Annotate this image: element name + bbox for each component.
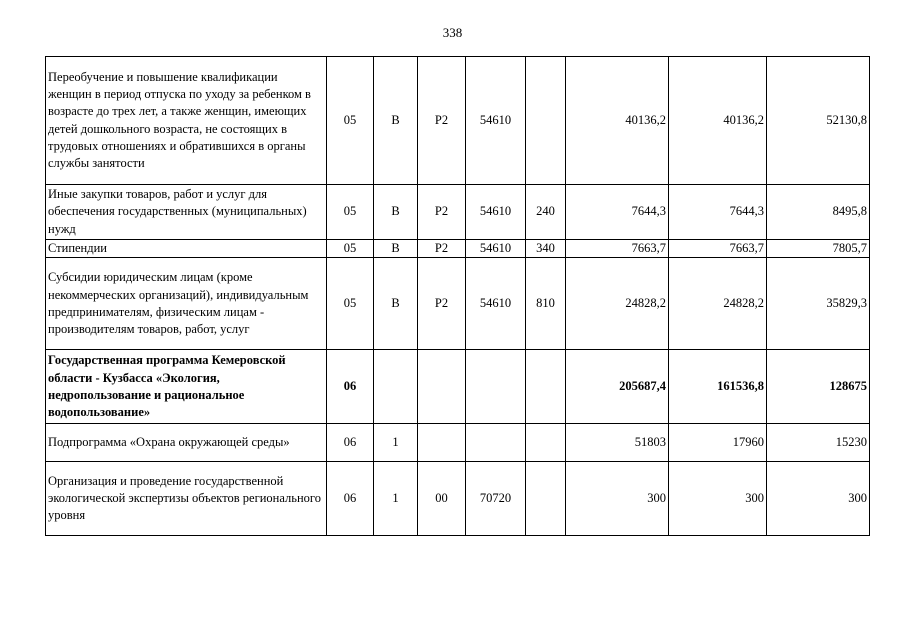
amount-3: 35829,3: [767, 258, 870, 350]
table-row: [46, 462, 870, 536]
subprogram-code: 00: [418, 462, 466, 536]
amount-2: 300: [669, 462, 767, 536]
table-row: [46, 240, 870, 258]
program-code: [374, 350, 418, 424]
amount-2: 40136,2: [669, 57, 767, 185]
section-code: 06: [327, 424, 374, 462]
direction-code: 54610: [466, 57, 526, 185]
section-code: 05: [327, 258, 374, 350]
amount-3: 8495,8: [767, 185, 870, 240]
direction-code: 54610: [466, 185, 526, 240]
program-code: 1: [374, 462, 418, 536]
amount-3: 15230: [767, 424, 870, 462]
direction-code: 54610: [466, 258, 526, 350]
section-code: 06: [327, 462, 374, 536]
table-row: [46, 424, 870, 462]
expense-type-code: 810: [526, 258, 566, 350]
row-name: Иные закупки товаров, работ и услуг для обеспечения государственных (муниципальных) нужд: [46, 185, 327, 240]
program-code: В: [374, 240, 418, 258]
amount-2: 7644,3: [669, 185, 767, 240]
amount-2: 17960: [669, 424, 767, 462]
amount-3: 300: [767, 462, 870, 536]
program-code: В: [374, 185, 418, 240]
amount-3: 52130,8: [767, 57, 870, 185]
amount-2: 161536,8: [669, 350, 767, 424]
amount-2: 7663,7: [669, 240, 767, 258]
page-number: 338: [442, 25, 463, 40]
row-name: Подпрограмма «Охрана окружающей среды»: [46, 424, 327, 462]
row-name: Организация и проведение государственной экологической экспертизы объектов регионального уровня: [46, 462, 327, 536]
amount-1: 205687,4: [566, 350, 669, 424]
row-name: Стипендии: [46, 240, 327, 258]
table-row: [46, 57, 870, 185]
budget-table: [45, 56, 870, 536]
amount-1: 24828,2: [566, 258, 669, 350]
amount-1: 300: [566, 462, 669, 536]
amount-1: 7663,7: [566, 240, 669, 258]
expense-type-code: [526, 350, 566, 424]
row-name: Государственная программа Кемеровской области - Кузбасса «Экология, недропользование и рациональное водопользование»: [46, 350, 327, 424]
direction-code: [466, 350, 526, 424]
program-code: В: [374, 57, 418, 185]
amount-1: 40136,2: [566, 57, 669, 185]
expense-type-code: [526, 424, 566, 462]
table-row: [46, 185, 870, 240]
subprogram-code: Р2: [418, 185, 466, 240]
section-code: 05: [327, 185, 374, 240]
amount-3: 7805,7: [767, 240, 870, 258]
amount-3: 128675: [767, 350, 870, 424]
subprogram-code: Р2: [418, 240, 466, 258]
amount-1: 51803: [566, 424, 669, 462]
amount-2: 24828,2: [669, 258, 767, 350]
program-code: В: [374, 258, 418, 350]
subprogram-code: Р2: [418, 258, 466, 350]
row-name: Переобучение и повышение квалификации женщин в период отпуска по уходу за ребенком в возрасте до трех лет, а также женщин, имеющих детей дошкольного возраста, не состоящих в трудовых отношениях и обратившихся в органы службы занятости: [46, 57, 327, 185]
direction-code: [466, 424, 526, 462]
table-row: [46, 350, 870, 424]
subprogram-code: [418, 350, 466, 424]
direction-code: 54610: [466, 240, 526, 258]
section-code: 05: [327, 240, 374, 258]
section-code: 05: [327, 57, 374, 185]
direction-code: 70720: [466, 462, 526, 536]
subprogram-code: [418, 424, 466, 462]
expense-type-code: [526, 57, 566, 185]
expense-type-code: [526, 462, 566, 536]
expense-type-code: 240: [526, 185, 566, 240]
row-name: Субсидии юридическим лицам (кроме некоммерческих организаций), индивидуальным предпринимателям, физическим лицам - производителям товаров, работ, услуг: [46, 258, 327, 350]
section-code: 06: [327, 350, 374, 424]
program-code: 1: [374, 424, 418, 462]
expense-type-code: 340: [526, 240, 566, 258]
subprogram-code: Р2: [418, 57, 466, 185]
table-row: [46, 258, 870, 350]
amount-1: 7644,3: [566, 185, 669, 240]
